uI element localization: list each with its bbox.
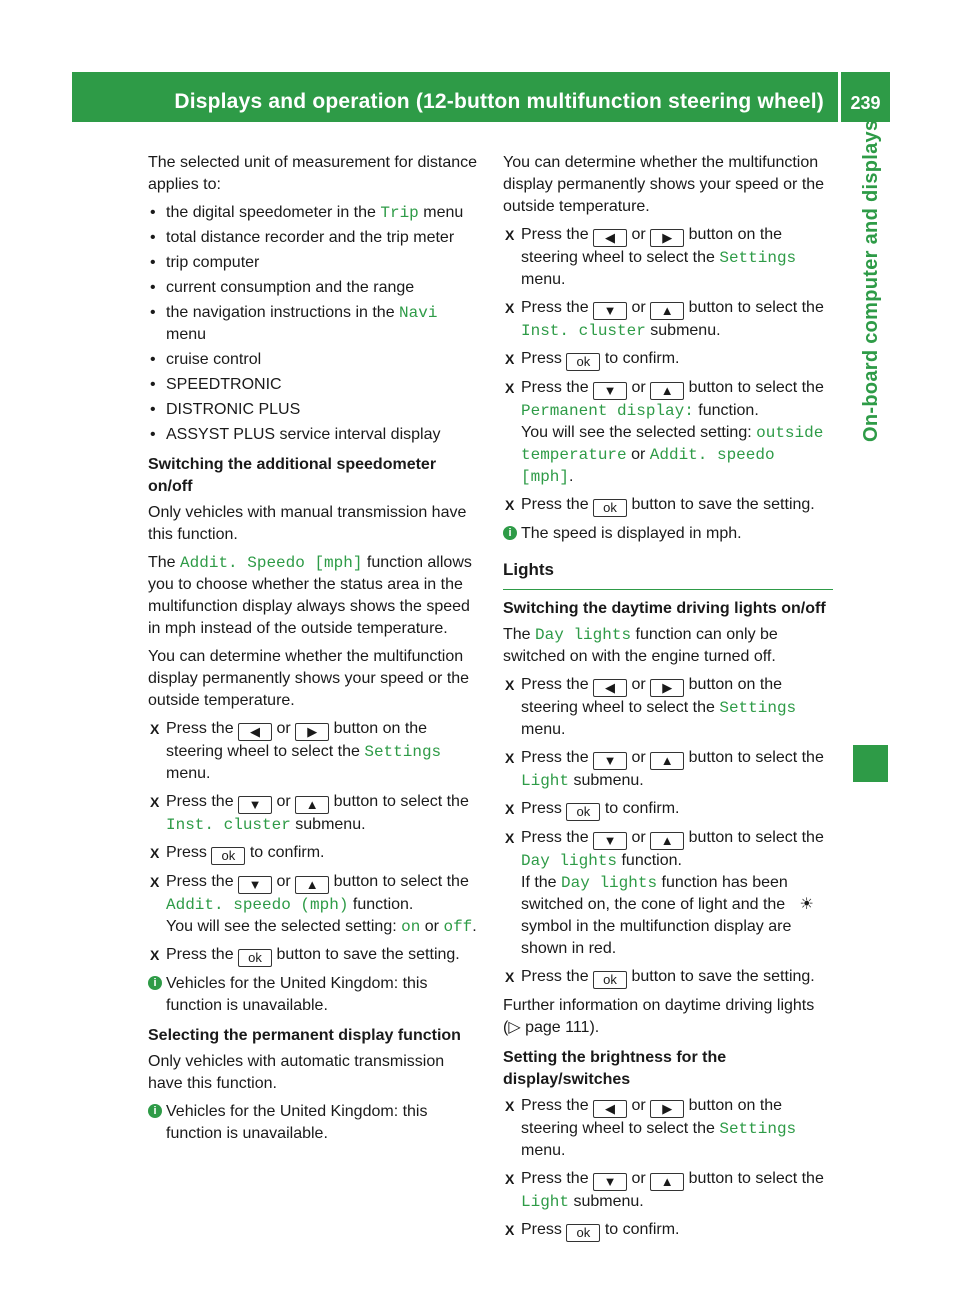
down-arrow-key-icon: ▼ bbox=[593, 1173, 627, 1191]
page-header bbox=[72, 72, 890, 122]
step-marker: X bbox=[150, 721, 160, 737]
instruction-step: X Press the ▼ or ▲ button to select the Light submenu. bbox=[505, 749, 824, 790]
instruction-step: X Press the ▼ or ▲ button to select the Permanent display: function. You will see the selected setting: outside temperature or Addit. speedo [mph]. bbox=[505, 379, 824, 486]
header-title: Displays and operation (12-button multifunction steering wheel) bbox=[174, 90, 824, 113]
step-marker: X bbox=[505, 227, 515, 243]
step-marker: X bbox=[505, 380, 515, 396]
up-arrow-key-icon: ▲ bbox=[650, 752, 684, 770]
instruction-step: X Press ok to confirm. bbox=[505, 1221, 680, 1240]
paragraph: The Addit. Speedo [mph] function allows you to choose whether the status area in the multifunction display always shows the speed in mph instead of the outside temperature. bbox=[148, 554, 472, 637]
instruction-step: X Press the ok button to save the setting. bbox=[505, 496, 815, 515]
paragraph: You can determine whether the multifunction display permanently shows your speed or the outside temperature. bbox=[148, 648, 470, 709]
step-marker: X bbox=[505, 969, 515, 985]
down-arrow-key-icon: ▼ bbox=[593, 752, 627, 770]
step-marker: X bbox=[505, 1171, 515, 1187]
down-arrow-key-icon: ▼ bbox=[238, 876, 272, 894]
instruction-step: X Press the ▼ or ▲ button to select the Day lights function. If the Day lights function has been switched on, the cone of light and the ☀ symbol in the multifunction display are shown in red. bbox=[505, 829, 824, 957]
ok-key-icon: ok bbox=[593, 499, 627, 517]
side-tab-label: On-board computer and displays bbox=[860, 120, 882, 443]
step-marker: X bbox=[505, 1222, 515, 1238]
paragraph: You can determine whether the multifunction display permanently shows your speed or the outside temperature. bbox=[503, 154, 825, 215]
intro-text: The selected unit of measurement for distance applies to: bbox=[148, 154, 478, 193]
info-icon: i bbox=[148, 1104, 162, 1118]
ok-key-icon: ok bbox=[566, 1224, 600, 1242]
section-heading: Switching the additional speedometer on/off bbox=[148, 456, 437, 495]
step-marker: X bbox=[505, 801, 515, 817]
up-arrow-key-icon: ▲ bbox=[650, 832, 684, 850]
instruction-step: X Press the ok button to save the setting. bbox=[150, 946, 460, 965]
ok-key-icon: ok bbox=[566, 803, 600, 821]
step-marker: X bbox=[150, 845, 160, 861]
list-item: • DISTRONIC PLUS bbox=[148, 399, 480, 421]
step-marker: X bbox=[505, 830, 515, 846]
paragraph: The Day lights function can only be switched on with the engine turned off. bbox=[503, 626, 778, 665]
right-arrow-key-icon: ▶ bbox=[650, 1100, 684, 1118]
info-note: i Vehicles for the United Kingdom: this function is unavailable. bbox=[148, 973, 480, 1017]
info-icon: i bbox=[503, 526, 517, 540]
instruction-step: X Press the ▼ or ▲ button to select the Inst. cluster submenu. bbox=[150, 793, 469, 834]
instruction-step: X Press the ◀ or ▶ button on the steering wheel to select the Settings menu. bbox=[505, 676, 797, 738]
left-arrow-key-icon: ◀ bbox=[593, 1100, 627, 1118]
step-marker: X bbox=[505, 750, 515, 766]
down-arrow-key-icon: ▼ bbox=[238, 796, 272, 814]
section-heading: Switching the daytime driving lights on/off bbox=[503, 600, 826, 617]
left-arrow-key-icon: ◀ bbox=[238, 723, 272, 741]
left-column bbox=[148, 152, 480, 1153]
page-number: 239 bbox=[850, 93, 881, 113]
step-marker: X bbox=[505, 677, 515, 693]
up-arrow-key-icon: ▲ bbox=[295, 796, 329, 814]
instruction-step: X Press the ◀ or ▶ button on the steering wheel to select the Settings menu. bbox=[505, 1097, 797, 1159]
step-marker: X bbox=[150, 947, 160, 963]
left-arrow-key-icon: ◀ bbox=[593, 679, 627, 697]
info-note: i The speed is displayed in mph. bbox=[503, 523, 833, 545]
info-icon: i bbox=[148, 976, 162, 990]
step-marker: X bbox=[150, 874, 160, 890]
down-arrow-key-icon: ▼ bbox=[593, 302, 627, 320]
right-column bbox=[503, 152, 833, 1248]
instruction-step: X Press the ◀ or ▶ button on the steering wheel to select the Settings menu. bbox=[505, 226, 797, 288]
ok-key-icon: ok bbox=[211, 847, 245, 865]
paragraph: Only vehicles with manual transmission have this function. bbox=[148, 504, 467, 543]
paragraph: Only vehicles with automatic transmission have this function. bbox=[148, 1053, 445, 1092]
list-item: • SPEEDTRONIC bbox=[148, 374, 480, 396]
ok-key-icon: ok bbox=[566, 353, 600, 371]
step-marker: X bbox=[505, 300, 515, 316]
right-arrow-key-icon: ▶ bbox=[650, 229, 684, 247]
step-marker: X bbox=[505, 497, 515, 513]
step-marker: X bbox=[505, 1098, 515, 1114]
ok-key-icon: ok bbox=[238, 949, 272, 967]
instruction-step: X Press ok to confirm. bbox=[505, 800, 680, 819]
up-arrow-key-icon: ▲ bbox=[295, 876, 329, 894]
up-arrow-key-icon: ▲ bbox=[650, 302, 684, 320]
step-marker: X bbox=[150, 794, 160, 810]
section-heading: Selecting the permanent display function bbox=[148, 1027, 461, 1044]
list-item: • the navigation instructions in the Navi menu bbox=[148, 302, 480, 346]
list-item: • ASSYST PLUS service interval display bbox=[148, 424, 480, 446]
right-arrow-key-icon: ▶ bbox=[295, 723, 329, 741]
list-item: • trip computer bbox=[148, 252, 480, 274]
step-marker: X bbox=[505, 351, 515, 367]
page-reference: Further information on daytime driving lights (▷ page 111). bbox=[503, 997, 815, 1036]
light-symbol-icon: ☀ bbox=[799, 896, 814, 913]
info-note: i Vehicles for the United Kingdom: this function is unavailable. bbox=[148, 1101, 480, 1145]
instruction-step: X Press ok to confirm. bbox=[150, 844, 325, 863]
section-heading: Setting the brightness for the display/switches bbox=[503, 1049, 727, 1088]
right-arrow-key-icon: ▶ bbox=[650, 679, 684, 697]
list-item: • cruise control bbox=[148, 349, 480, 371]
up-arrow-key-icon: ▲ bbox=[650, 1173, 684, 1191]
side-tab-marker bbox=[853, 745, 888, 782]
instruction-step: X Press the ▼ or ▲ button to select the Inst. cluster submenu. bbox=[505, 299, 824, 340]
up-arrow-key-icon: ▲ bbox=[650, 382, 684, 400]
left-arrow-key-icon: ◀ bbox=[593, 229, 627, 247]
down-arrow-key-icon: ▼ bbox=[593, 832, 627, 850]
list-item: • the digital speedometer in the Trip menu bbox=[148, 202, 480, 224]
instruction-step: X Press ok to confirm. bbox=[505, 350, 680, 369]
instruction-step: X Press the ▼ or ▲ button to select the Light submenu. bbox=[505, 1170, 824, 1211]
ok-key-icon: ok bbox=[593, 971, 627, 989]
section-title: Lights bbox=[503, 559, 833, 590]
list-item: • current consumption and the range bbox=[148, 277, 480, 299]
instruction-step: X Press the ok button to save the setting. bbox=[505, 968, 815, 987]
instruction-step: X Press the ▼ or ▲ button to select the Addit. speedo (mph) function. You will see the selected setting: on or off. bbox=[150, 873, 477, 936]
instruction-step: X Press the ◀ or ▶ button on the steering wheel to select the Settings menu. bbox=[150, 720, 442, 782]
down-arrow-key-icon: ▼ bbox=[593, 382, 627, 400]
list-item: • total distance recorder and the trip meter bbox=[148, 227, 480, 249]
